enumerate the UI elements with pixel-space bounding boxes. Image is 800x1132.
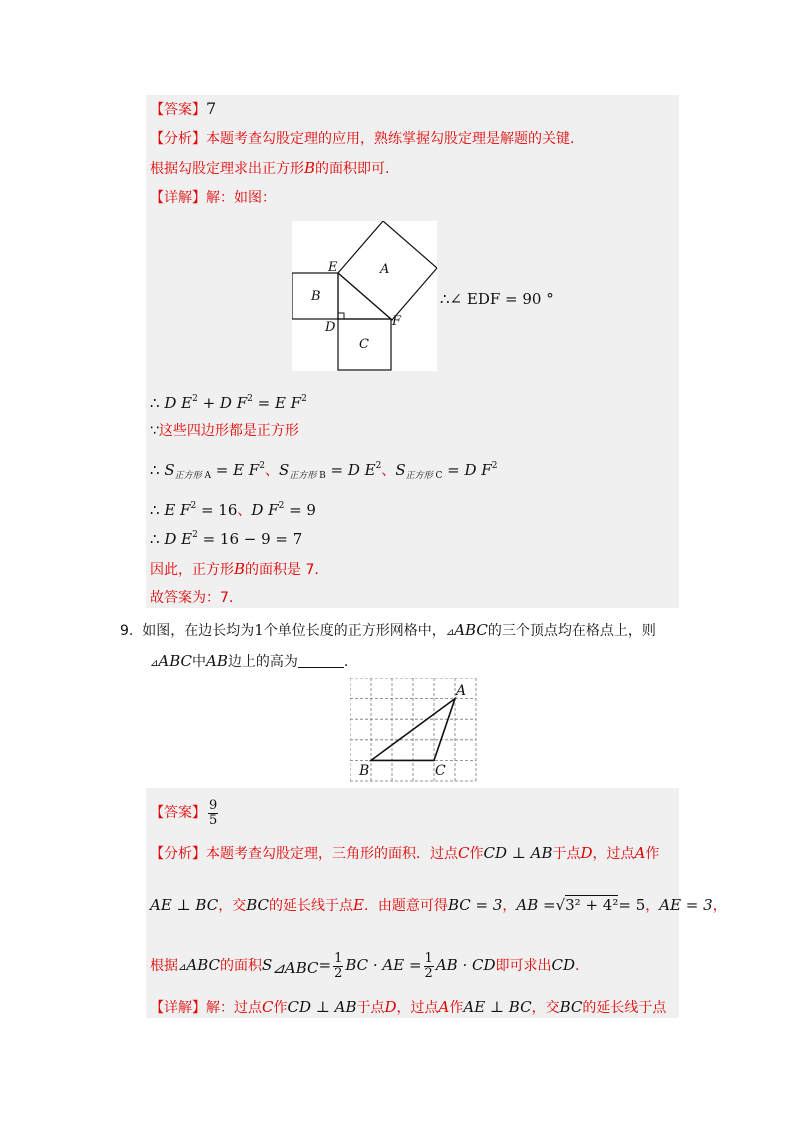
analysis-text: 的延长线于点 bbox=[268, 898, 353, 914]
triangle-symbol: ⊿ bbox=[178, 962, 187, 973]
math-expr: BC · AE = bbox=[345, 956, 422, 974]
q9-text: 中 bbox=[192, 654, 207, 670]
q8-step7: 故答案为：7. bbox=[150, 590, 234, 606]
math-expr: = 5 bbox=[618, 896, 646, 914]
label-b: B bbox=[311, 289, 321, 304]
math-expr: AE = 3 bbox=[659, 896, 713, 914]
point-label: D bbox=[384, 998, 397, 1016]
math-expr: CD ⊥ AB bbox=[483, 844, 553, 862]
fraction-denominator: 2 bbox=[424, 965, 433, 981]
detail-text: ，交 bbox=[531, 1000, 560, 1016]
q9-analysis-line2 bbox=[150, 895, 727, 916]
analysis-text-part: 根据勾股定理求出正方形 bbox=[150, 161, 304, 177]
square-label: B bbox=[304, 159, 316, 177]
fraction-numerator: 9 bbox=[209, 797, 218, 813]
detail-text: ，过点 bbox=[396, 1000, 439, 1016]
square-label: B bbox=[234, 560, 246, 578]
analysis-text: ，交 bbox=[218, 898, 247, 914]
separator: ， bbox=[712, 898, 727, 914]
q9-text: 1 bbox=[254, 621, 264, 639]
q8-analysis-2 bbox=[150, 158, 389, 179]
detail-text: 作 bbox=[449, 1000, 464, 1016]
label-c: C bbox=[435, 763, 446, 779]
because-symbol: ∵ bbox=[150, 423, 159, 439]
detail-text: 的延长线于点 bbox=[582, 1000, 667, 1016]
q8-squares-figure bbox=[292, 221, 437, 371]
q9-abc: ABC bbox=[158, 652, 193, 670]
math-expr: ABC bbox=[186, 956, 221, 974]
q9-text: 边上的高为 bbox=[227, 654, 298, 670]
math-expr: BC bbox=[246, 896, 269, 914]
area-symbol: S bbox=[262, 956, 273, 974]
detail-text: 解：过点 bbox=[206, 1000, 262, 1016]
math-expr: BC = 3 bbox=[447, 896, 503, 914]
analysis-text: 根据 bbox=[150, 958, 178, 974]
label-c: C bbox=[359, 337, 369, 352]
fraction-numerator: 1 bbox=[334, 950, 343, 966]
answer-blank[interactable] bbox=[298, 653, 344, 668]
triangle-symbol: ⊿ bbox=[445, 627, 455, 638]
analysis-text: ，过点 bbox=[592, 846, 635, 862]
q8-step3: ∴ $S_{正方形 A} = E$ $F^2$、$S_{正方形 B} = D$ $E^2$、$S_{正方形 C} = D$ $F^2$ bbox=[150, 461, 498, 481]
half-fraction bbox=[424, 952, 434, 981]
area-subscript: ⊿ABC bbox=[272, 959, 319, 977]
step2-text: 这些四边形都是正方形 bbox=[158, 423, 299, 439]
math-expr: = bbox=[318, 956, 332, 974]
detail-text: 于点 bbox=[356, 1000, 385, 1016]
detail-text: 解：如图： bbox=[206, 190, 276, 206]
point-label: A bbox=[634, 844, 646, 862]
label-d: D bbox=[325, 320, 336, 335]
answer-tag: 【答案】 bbox=[150, 805, 206, 821]
fraction-numerator: 1 bbox=[424, 950, 433, 966]
q9-question-line1 bbox=[120, 620, 656, 643]
q9-text: . bbox=[343, 654, 349, 670]
label-a: A bbox=[380, 262, 390, 277]
half-fraction bbox=[333, 952, 343, 981]
detail-tag: 【详解】 bbox=[150, 1000, 206, 1016]
q9-abc: ABC bbox=[454, 621, 488, 639]
analysis-text: . bbox=[575, 958, 580, 974]
separator: ， bbox=[502, 898, 517, 914]
q9-text: 如图，在边长均为 bbox=[142, 623, 255, 639]
q9-question-line2 bbox=[150, 651, 348, 674]
q8-step4: ∴ E $F^2 = 16$、D $F^2 = 9$ bbox=[150, 501, 316, 519]
analysis-text: ．由题意可得 bbox=[363, 898, 448, 914]
q8-answer bbox=[150, 99, 216, 120]
step6-text: 的面积是 7. bbox=[245, 562, 319, 578]
answer-value: 7 bbox=[206, 99, 217, 118]
q9-text: 的三个顶点均在格点上，则 bbox=[487, 623, 656, 639]
q9-answer bbox=[150, 793, 220, 833]
separator: ， bbox=[645, 898, 660, 914]
label-f: F bbox=[392, 314, 402, 329]
q8-detail bbox=[150, 188, 276, 208]
q8-step6 bbox=[150, 559, 319, 580]
analysis-text: 本题考查勾股定理，三角形的面积．过点 bbox=[206, 846, 458, 862]
point-label: C bbox=[458, 844, 470, 862]
point-label: E bbox=[352, 896, 364, 914]
point-label: A bbox=[438, 998, 450, 1016]
q9-analysis-line3 bbox=[150, 945, 579, 985]
q9-ab: AB bbox=[206, 652, 228, 670]
label-e: E bbox=[328, 260, 338, 275]
q9-detail bbox=[150, 997, 666, 1018]
point-label: D bbox=[580, 844, 593, 862]
label-a: A bbox=[456, 683, 467, 699]
analysis-text: 本题考查勾股定理的应用，熟练掌握勾股定理是解题的关键. bbox=[206, 131, 575, 147]
fraction-denominator: 5 bbox=[209, 812, 218, 828]
analysis-text-part: 的面积即可. bbox=[315, 161, 390, 177]
step6-text: 因此，正方形 bbox=[150, 562, 234, 578]
detail-tag: 【详解】 bbox=[150, 190, 206, 206]
detail-text: 作 bbox=[273, 1000, 288, 1016]
analysis-text: 的面积 bbox=[220, 958, 263, 974]
analysis-text: 作 bbox=[469, 846, 484, 862]
q9-grid-figure bbox=[350, 678, 483, 784]
sqrt-expr: √3² + 4² bbox=[555, 896, 619, 914]
math-expr: CD bbox=[551, 956, 576, 974]
triangle-abc bbox=[371, 699, 455, 761]
label-b: B bbox=[359, 763, 370, 779]
q8-step5: ∴ D $E^2 = 16 - 9 = 7$ bbox=[150, 530, 303, 548]
question-number: 9. bbox=[120, 623, 134, 639]
analysis-text: 作 bbox=[645, 846, 660, 862]
point-label: C bbox=[262, 998, 274, 1016]
answer-tag: 【答案】 bbox=[150, 102, 206, 118]
q8-step1: ∴ D $E^2 + D$ $F^2 = E$ $F^2$ bbox=[150, 394, 307, 412]
fraction-denominator: 2 bbox=[334, 965, 343, 981]
q9-analysis-line1 bbox=[150, 843, 659, 864]
math-expr: AB · CD bbox=[435, 956, 496, 974]
answer-fraction bbox=[208, 799, 218, 828]
math-expr: BC bbox=[559, 998, 583, 1016]
math-expr: AE ⊥ BC bbox=[150, 896, 219, 914]
math-expr: CD ⊥ AB bbox=[287, 998, 357, 1016]
math-expr: AE ⊥ BC bbox=[463, 998, 532, 1016]
analysis-tag: 【分析】 bbox=[150, 846, 206, 862]
q8-angle-statement: ∴∠ EDF = 90 ° bbox=[440, 290, 554, 308]
math-expr: AB = bbox=[516, 896, 556, 914]
radicand: 3² + 4² bbox=[565, 896, 619, 914]
analysis-text: 即可求出 bbox=[495, 958, 552, 974]
analysis-tag: 【分析】 bbox=[150, 131, 206, 147]
q8-step2 bbox=[150, 421, 299, 441]
triangle-symbol: ⊿ bbox=[150, 658, 159, 669]
q8-analysis bbox=[150, 129, 574, 149]
q9-text: 个单位长度的正方形网格中， bbox=[263, 623, 446, 639]
analysis-text: 于点 bbox=[552, 846, 581, 862]
